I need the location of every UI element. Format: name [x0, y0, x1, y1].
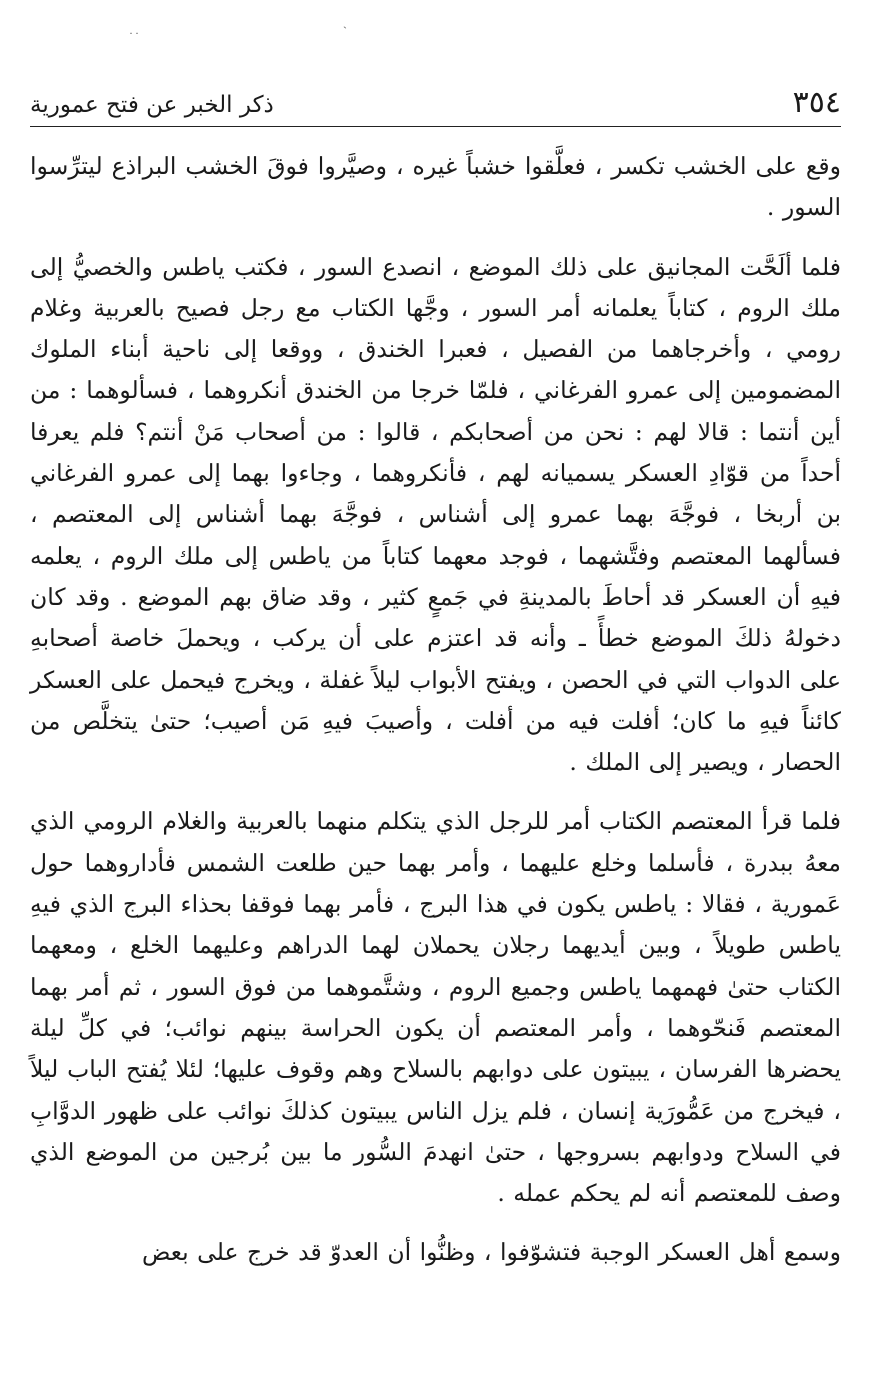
ink-speck: ˏ [343, 15, 347, 29]
body-text [30, 146, 841, 1292]
paragraph: فلما ألَحَّت المجانيق على ذلك الموضع ، انصدع السور ، فكتب ياطس والخصيُّ إلى ملك الروم ، كتاباً يعلمانه أمر السور ، وجَّها الكتاب مع رجل فصيح بالعربية وغلام رومي ، وأخرجاهما من الفصيل ، فعبرا الخندق ، ووقعا إلى ناحية أبناء الملوك المضمومين إلى عمرو الفرغاني ، فلمّا خرجا من الخندق أنكروهما ، فسألوهما : من أين أنتما : قالا لهم : نحن من أصحابكم ، قالوا : من أصحاب مَنْ أنتم؟ فلم يعرفا أحداً من قوّادِ العسكر يسميانه لهم ، فأنكروهما ، وجاءوا بهما إلى عمرو الفرغاني بن أربخا ، فوجَّهَ بهما عمرو إلى أشناس ، فوجَّهَ بهما أشناس إلى المعتصم ، فسألهما المعتصم وفتَّشهما ، فوجد معهما كتاباً من ياطس إلى ملك الروم ، يعلمه فيهِ أن العسكر قد أحاطَ بالمدينةِ في جَمعٍ كثير ، وقد ضاق بهم الموضع . وقد كان دخولهُ ذلكَ الموضع خطأً ـ وأنه قد اعتزم على أن يركب ، ويحملَ خاصة أصحابهِ على الدواب التي في الحصن ، ويفتح الأبواب ليلاً غفلة ، ويخرج فيحمل على العسكر كائناً فيهِ ما كان؛ أفلت فيه من أفلت ، وأصيبَ فيهِ مَن أصيب؛ حتىٰ يتخلَّص من الحصار ، ويصير إلى الملك . [29, 252, 841, 777]
page-header [30, 82, 841, 127]
ink-speck: ˙˙ [128, 31, 140, 45]
paragraph: فلما قرأ المعتصم الكتاب أمر للرجل الذي يتكلم منهما بالعربية والغلام الرومي الذي معهُ ببدرة ، فأسلما وخلع عليهما ، وأمر بهما حين طلعت الشمس فأداروهما حول عَمورية ، فقالا : ياطس يكون في هذا البرج ، فأمر بهما فوقفا بحذاء البرج الذي فيهِ ياطس طويلاً ، وبين أيديهما رجلان يحملان لهما الدراهم وعليهما الخلع ، ومعهما الكتاب حتىٰ فهمهما ياطس وجميع الروم ، وشتَّموهما من فوق السور ، ثم أمر بهما المعتصم فَنحّوهما ، وأمر المعتصم أن يكون الحراسة بينهم نوائب؛ في كلِّ ليلة يحضرها الفرسان ، يبيتون على دوابهم بالسلاح وهم وقوف عليها؛ لئلا يُفتح الباب ليلاً ، فيخرج من عَمُّورَية إنسان ، فلم يزل الناس يبيتون كذلكَ نوائب على ظهور الدوَّابِ في السلاح ودوابهم بسروجها ، حتىٰ انهدمَ السُّور ما بين بُرجين من الموضع الذي وصف للمعتصم أنه لم يحكم عمله . [30, 807, 841, 1208]
page-number: ٣٥٤ [792, 85, 841, 120]
running-title: ذكر الخبر عن فتح عمورية [30, 92, 274, 118]
paragraph: وسمع أهل العسكر الوجبة فتشوّفوا ، وظنُّوا أن العدوّ قد خرج على بعض [142, 1238, 841, 1267]
paragraph: وقع على الخشب تكسر ، فعلَّقوا خشباً غيره ، وصيَّروا فوقَ الخشب البراذع ليترِّسوا السور . [30, 152, 841, 222]
